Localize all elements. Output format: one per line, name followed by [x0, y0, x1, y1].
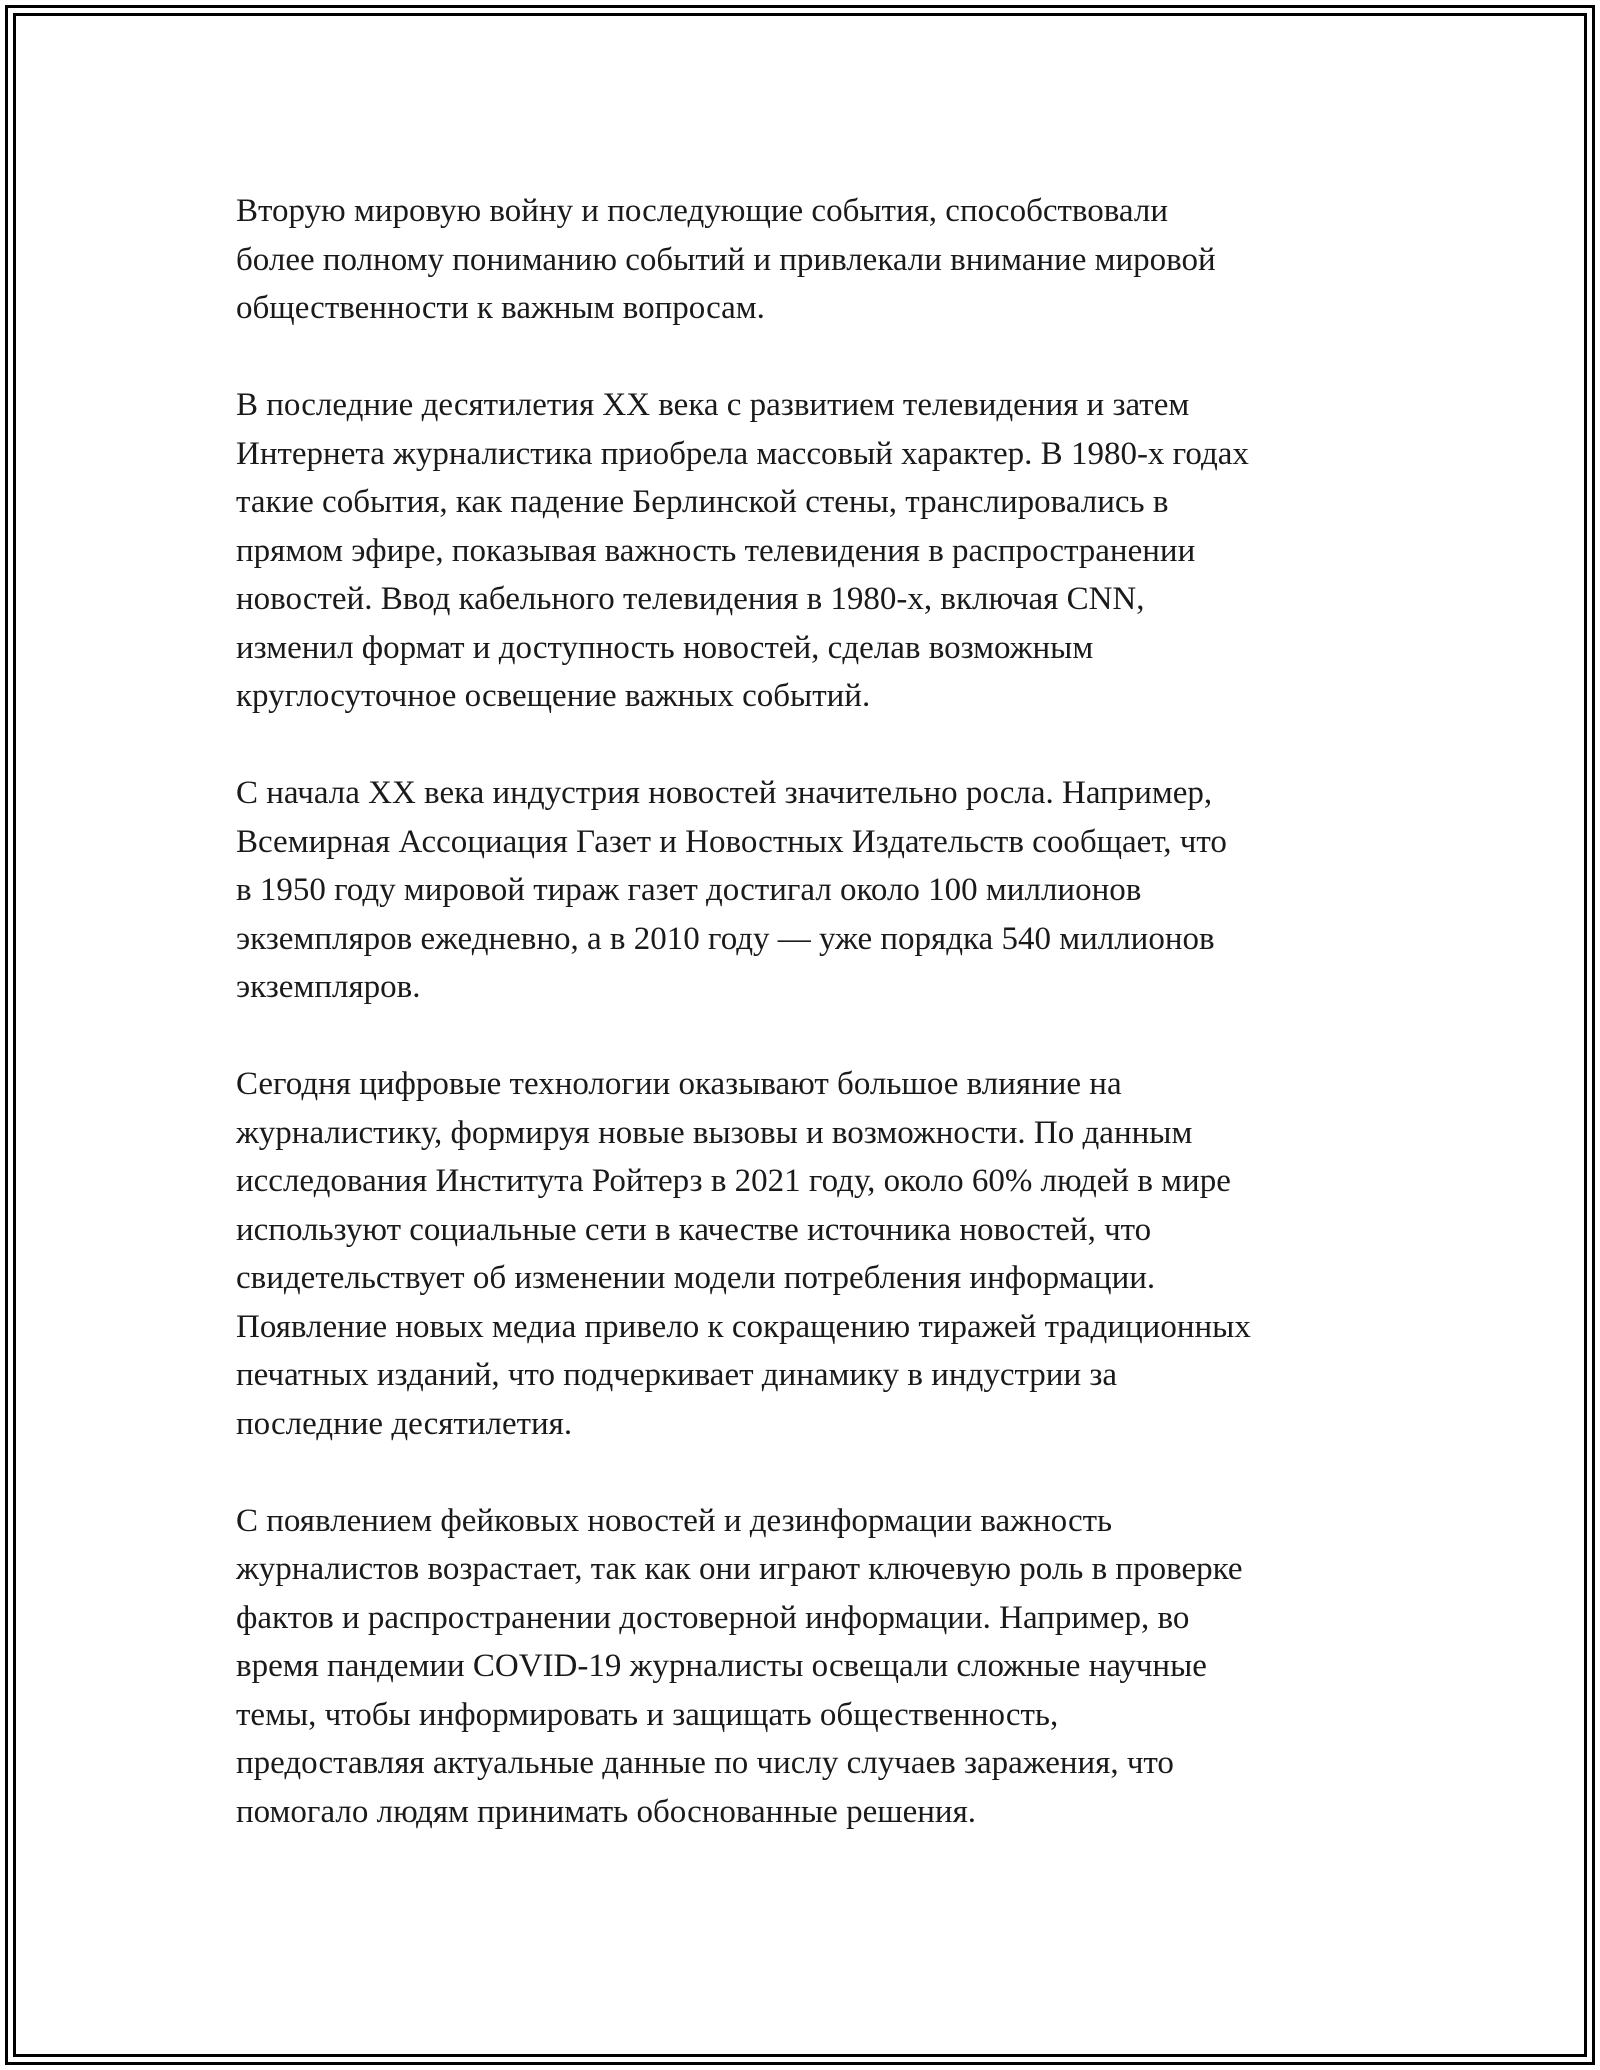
paragraph-2: В последние десятилетия XX века с развитием телевидения и затем Интернета журналистика приобрела массовый характер. В 1980-х годах такие события, как падение Берлинской стены, транслировались в прямом эфире, показывая важность телевидения в распространении новостей. Ввод кабельного телевидения в 1980-х, включая CNN, изменил формат и доступность новостей, сделав возможным круглосуточное освещение важных событий. — [236, 387, 1249, 714]
paragraph-5: С появлением фейковых новостей и дезинформации важность журналистов возрастает, так как они играют ключевую роль в проверке фактов и распространении достоверной информации. Например, во время пандемии COVID-19 журналисты освещали сложные научные темы, чтобы информировать и защищать общественность, предоставляя актуальные данные по числу случаев заражения, что помогало людям принимать обоснованные решения. — [236, 1502, 1243, 1830]
paragraph-1: Вторую мировую войну и последующие события, способствовали более полному пониманию событий и привлекали внимание мировой общественности к важным вопросам. — [236, 193, 1216, 326]
document-body — [236, 187, 1376, 1885]
paragraph-3: С начала XX века индустрия новостей значительно росла. Например, Всемирная Ассоциация Газет и Новостных Издательств сообщает, что в 1950 году мировой тираж газет достигал около 100 миллионов экземпляров ежедневно, а в 2010 году — уже порядка 540 миллионов экземпляров. — [236, 775, 1227, 1005]
paragraph-4: Сегодня цифровые технологии оказывают большое влияние на журналистику, формируя новые вызовы и возможности. По данным исследования Института Ройтерз в 2021 году, около 60% людей в мире используют социальные сети в качестве источника новостей, что свидетельствует об изменении модели потребления информации. Появление новых медиа привело к сокращению тиражей традиционных печатных изданий, что подчеркивает динамику в индустрии за последние десятилетия. — [236, 1066, 1251, 1442]
